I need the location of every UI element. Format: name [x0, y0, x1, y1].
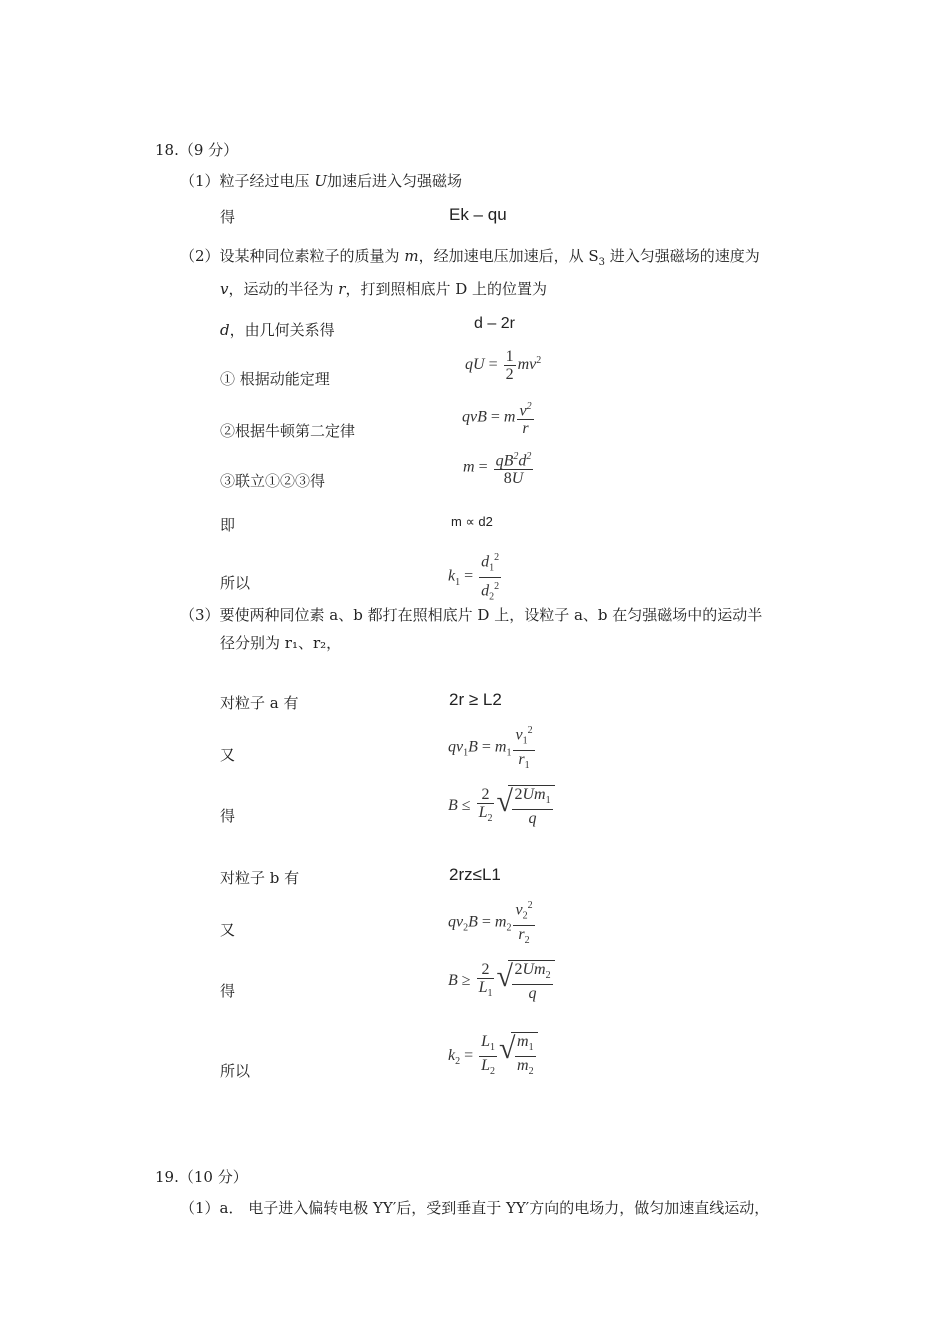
formula-mass: m = $\frac{qB^2d^2}{8U}$: [463, 448, 535, 487]
q18-part2-line3: d，由几何关系得: [220, 321, 335, 339]
formula-a-newton: $qv_1B = m_1$ $\frac{v_1^2}{r_1}$: [448, 722, 537, 774]
formula-b-condition: 2rz≤L1: [449, 865, 501, 884]
suoyi-label-2: 所以: [220, 1062, 251, 1080]
particle-b-label: 对粒子 b 有: [220, 869, 300, 887]
formula-ek: Ek – qu: [449, 205, 507, 224]
q19-line1: （1）a． 电子进入偏转电极 YY′后，受到垂直于 YY′方向的电场力，做匀加速直线运动，: [180, 1199, 770, 1217]
q18-part2-line2: v，运动的半径为 r，打到照相底片 D 上的位置为: [220, 280, 548, 298]
de-label-2: 得: [220, 807, 236, 825]
formula-a-condition: 2r ≥ L2: [449, 690, 502, 709]
particle-a-label: 对粒子 a 有: [220, 694, 299, 712]
step1-label: ① 根据动能定理: [220, 370, 330, 388]
q19-header: 19.（10 分）: [155, 1168, 248, 1186]
you-label-2: 又: [220, 921, 236, 939]
de-label-1: 得: [220, 208, 236, 226]
q18-part3-line2: 径分别为 r₁、r₂，: [220, 634, 342, 652]
q18-part3-line1: （3）要使两种同位素 a、b 都打在照相底片 D 上，设粒子 a、b 在匀强磁场中的运动半: [180, 606, 763, 624]
formula-proportional: m ∝ d2: [451, 514, 493, 529]
formula-d: d – 2r: [474, 315, 515, 332]
suoyi-label-1: 所以: [220, 574, 251, 592]
formula-b-upper: B ≤ $\frac{2}{L_2}$ √ $\frac{2Um_1}{q}$: [448, 785, 555, 827]
formula-newton: qvB = m $\frac{v^2}{r}$: [462, 398, 536, 437]
step3-label: ③联立①②③得: [220, 472, 326, 490]
formula-k1: $k_1$ = $\frac{d_1^2}{d_2^2}$: [448, 549, 503, 605]
formula-b-newton: $qv_2B = m_2$ $\frac{v_2^2}{r_2}$: [448, 897, 537, 949]
formula-energy: qU = $\frac{1}{2}$ $mv^2$: [465, 348, 542, 383]
q18-part2-line1: （2）设某种同位素粒子的质量为 m，经加速电压加速后，从 $S_3$ 进入匀强磁场的速度为: [180, 247, 760, 268]
q18-part1: （1）粒子经过电压 U加速后进入匀强磁场: [180, 172, 462, 190]
you-label-1: 又: [220, 746, 236, 764]
ji-label: 即: [220, 516, 236, 534]
step2-label: ②根据牛顿第二定律: [220, 422, 356, 440]
q18-header: 18.（9 分）: [155, 141, 239, 159]
de-label-3: 得: [220, 982, 236, 1000]
formula-b-lower: B ≥ $\frac{2}{L_1}$ √ $\frac{2Um_2}{q}$: [448, 960, 555, 1002]
formula-k2: $k_2$ = $\frac{L_1}{L_2}$ √ $\frac{m_1}{m_2}$: [448, 1032, 538, 1080]
